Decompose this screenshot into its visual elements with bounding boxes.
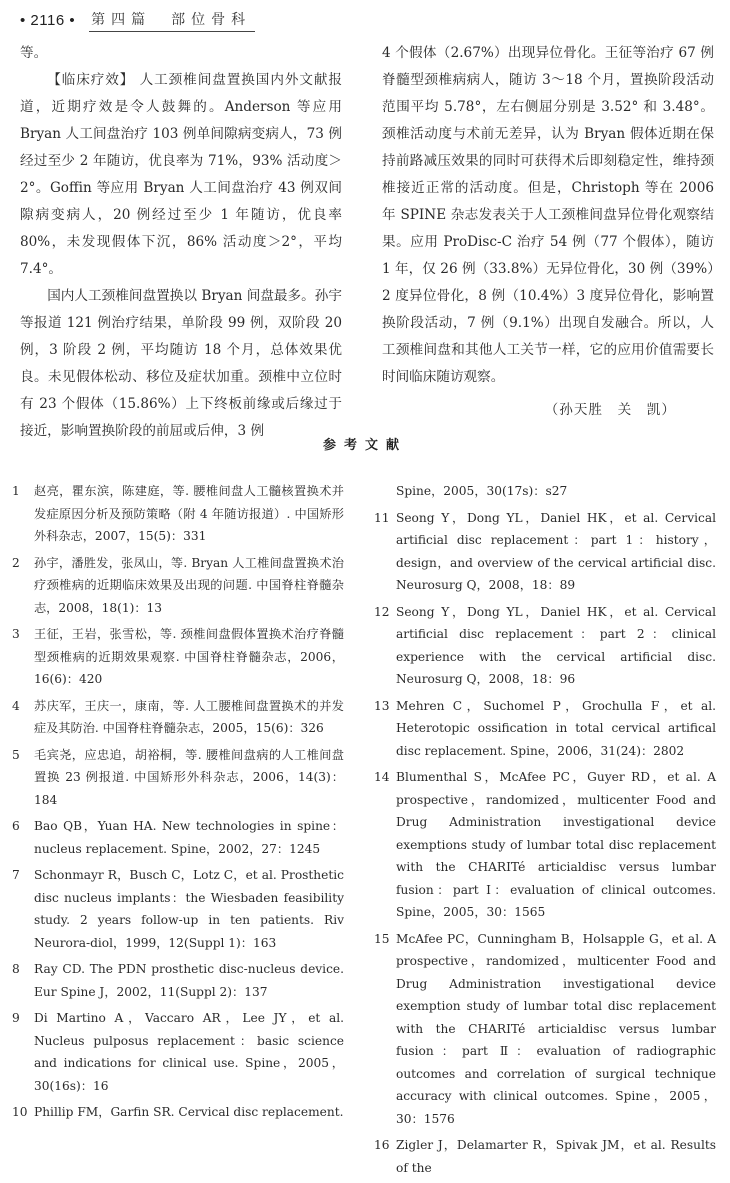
reference-item	[12, 864, 344, 954]
reference-number: 9	[12, 1011, 20, 1025]
reference-item	[12, 623, 344, 691]
reference-number: 6	[12, 819, 20, 833]
reference-text: Blumenthal S，McAfee PC，Guyer RD，et al. A prospective，randomized，multicenter Food and Drug Administration investigational device exemptions study of lumbar total disc replacement with the CHARITé articialdisc versus lumbar fusion：part Ⅰ：evaluation of clinical outcomes. Spine，2005，30：1565	[396, 770, 716, 919]
reference-text: Ray CD. The PDN prosthetic disc-nucleus device. Eur Spine J，2002，11(Suppl 2)：137	[34, 962, 344, 999]
reference-text: 赵亮，瞿东滨，陈建庭，等. 腰椎间盘人工髓核置换术并发症原因分析及预防策略（附 4 年随访报道）. 中国矫形外科杂志，2007，15(5)：331	[34, 484, 344, 543]
reference-text: 孙宇，潘胜发，张凤山，等. Bryan 人工椎间盘置换术治疗颈椎病的近期临床效果及出现的问题. 中国脊柱脊髓杂志，2008，18(1)：13	[34, 555, 344, 615]
reference-text: Zigler J，Delamarter R，Spivak JM，et al. Results of the	[396, 1138, 716, 1175]
reference-number: 3	[12, 627, 20, 641]
page-number: • 2116 •	[20, 11, 76, 29]
reference-item	[12, 815, 344, 860]
reference-item	[12, 958, 344, 1003]
reference-number: 8	[12, 962, 20, 976]
page-header	[20, 8, 255, 32]
author-attribution: （孙天胜 关 凯）	[544, 402, 676, 418]
reference-text: Schonmayr R，Busch C，Lotz C，et al. Prosthetic disc nucleus implants：the Wiesbaden feasibility study. 2 years follow-up in ten patients. Riv Neurora-diol，1999，12(Suppl 1)：163	[34, 868, 344, 950]
reference-number: 7	[12, 868, 20, 882]
reference-text: Mehren C，Suchomel P，Grochulla F，et al. Heterotopic ossification in total cervical artifical disc replacement. Spine，2006，31(24)：2802	[396, 698, 716, 758]
reference-number: 11	[374, 510, 390, 525]
reference-number: 15	[374, 931, 390, 946]
paragraph-label: 【临床疗效】	[47, 72, 135, 88]
reference-continuation: Spine，2005，30(17s)：s27	[396, 484, 568, 498]
reference-text: McAfee PC，Cunningham B，Holsapple G，et al. A prospective，randomized，multicenter Food and Drug Administration investigational device exemption study of lumbar total disc replacement with the CHARITé articialdisc versus lumbar fusion：part Ⅱ：evaluation of radiographic outcomes and correlation of surgical technique accuracy with clinical outcomes. Spine，2005，30：1576	[396, 931, 716, 1126]
paragraph: 4 个假体（2.67%）出现异位骨化。王征等治疗 67 例脊髓型颈椎病病人，随访 3～18 个月，置换阶段活动范围平均 5.78°，左右侧屈分别是 3.52° 和 3.48°。颈椎活动度与术前无差异，认为 Bryan 假体近期在保持前路减压效果的同时可获得术后即刻稳定性，维持颈椎接近正常的活动度。但是，Christoph 等在 2006 年 SPINE 杂志发表关于人工颈椎间盘异位骨化观察结果。应用 ProDisc-C 治疗 54 例（77 个假体），随访 1 年，仅 26 例（33.8%）无异位骨化，30 例（39%）2 度异位骨化，8 例（10.4%）3 度异位骨化，影响置换阶段活动，7 例（9.1%）出现自发融合。所以，人工颈椎间盘和其他人工关节一样，它的应用价值需要长时间临床随访观察。	[382, 45, 714, 385]
reference-number: 5	[12, 747, 20, 762]
reference-item	[374, 766, 716, 924]
reference-number: 2	[12, 555, 20, 570]
reference-text: Phillip FM，Garfin SR. Cervical disc replacement.	[34, 1105, 344, 1119]
reference-number: 14	[374, 770, 390, 784]
reference-number: 10	[12, 1105, 28, 1119]
reference-item	[374, 1134, 716, 1179]
reference-number: 1	[12, 484, 20, 498]
reference-item	[12, 1101, 344, 1124]
reference-item	[12, 695, 344, 740]
paragraph: 等。	[20, 45, 48, 61]
reference-number: 13	[374, 698, 390, 713]
references-heading: 参考文献	[322, 438, 407, 453]
reference-text: 毛宾尧，应忠追，胡裕桐，等. 腰椎间盘病的人工椎间盘置换 23 例报道. 中国矫形外科杂志，2006，14(3)：184	[34, 747, 344, 807]
paragraph-text: 人工颈椎间盘置换国内外文献报道，近期疗效是令人鼓舞的。Anderson 等应用 Bryan 人工间盘治疗 103 例单间隙病变病人，73 例经过至少 2 年随访，优良率为 71%，93% 活动度＞2°。Goffin 等应用 Bryan 人工间盘治疗 43 例双间隙病变病人，20 例经过至少 1 年随访，优良率 80%，未发现假体下沉，86% 活动度＞2°，平均 7.4°。	[20, 72, 343, 277]
reference-text: Seong Y，Dong YL，Daniel HK，et al. Cervical artificial disc replacement：part 2：clinical experience with the cervical artificial disc. Neurosurg Q，2008，18：96	[396, 604, 716, 686]
reference-text: Seong Y，Dong YL，Daniel HK，et al. Cervical artificial disc replacement：part 1：history，design，and overview of the cervical artificial disc. Neurosurg Q，2008，18：89	[396, 510, 716, 592]
reference-item	[12, 1007, 344, 1097]
paragraph: 国内人工颈椎间盘置换以 Bryan 间盘最多。孙宇等报道 121 例治疗结果，单阶段 99 例，双阶段 20 例，3 阶段 2 例，平均随访 18 个月，总体效果优良。未见假体松动、移位及症状加重。颈椎中立位时有 23 个假体（15.86%）上下终板前缘或后缘过于接近，影响置换阶段的前屈或后伸，3 例	[20, 288, 342, 439]
reference-item	[374, 695, 716, 763]
reference-item	[12, 552, 344, 620]
reference-text: Di Martino A，Vaccaro AR，Lee JY，et al. Nucleus pulposus replacement：basic science and indications for clinical use. Spine，2005，30(16s)：16	[34, 1011, 344, 1093]
reference-item	[374, 928, 716, 1131]
reference-item	[12, 480, 344, 548]
reference-number: 12	[374, 604, 390, 619]
references-column-right	[374, 480, 716, 1183]
paragraph-clinical-efficacy	[20, 67, 342, 283]
reference-number: 16	[374, 1138, 390, 1152]
references-column-left	[12, 480, 344, 1128]
reference-item	[374, 601, 716, 691]
reference-number: 4	[12, 698, 20, 713]
reference-item	[12, 744, 344, 812]
reference-text: Bao QB，Yuan HA. New technologies in spine：nucleus replacement. Spine，2002，27：1245	[34, 819, 344, 856]
reference-item	[374, 507, 716, 597]
section-title: 第四篇 部位骨科	[89, 9, 255, 32]
body-column-right	[382, 40, 714, 424]
reference-text: 苏庆军，王庆一，康南，等. 人工腰椎间盘置换术的并发症及其防治. 中国脊柱脊髓杂志，2005，15(6)：326	[34, 698, 344, 735]
reference-text: 王征，王岩，张雪松，等. 颈椎间盘假体置换术治疗脊髓型颈椎病的近期效果观察. 中国脊柱脊髓杂志，2006，16(6)：420	[34, 627, 344, 686]
body-column-left	[20, 40, 342, 445]
